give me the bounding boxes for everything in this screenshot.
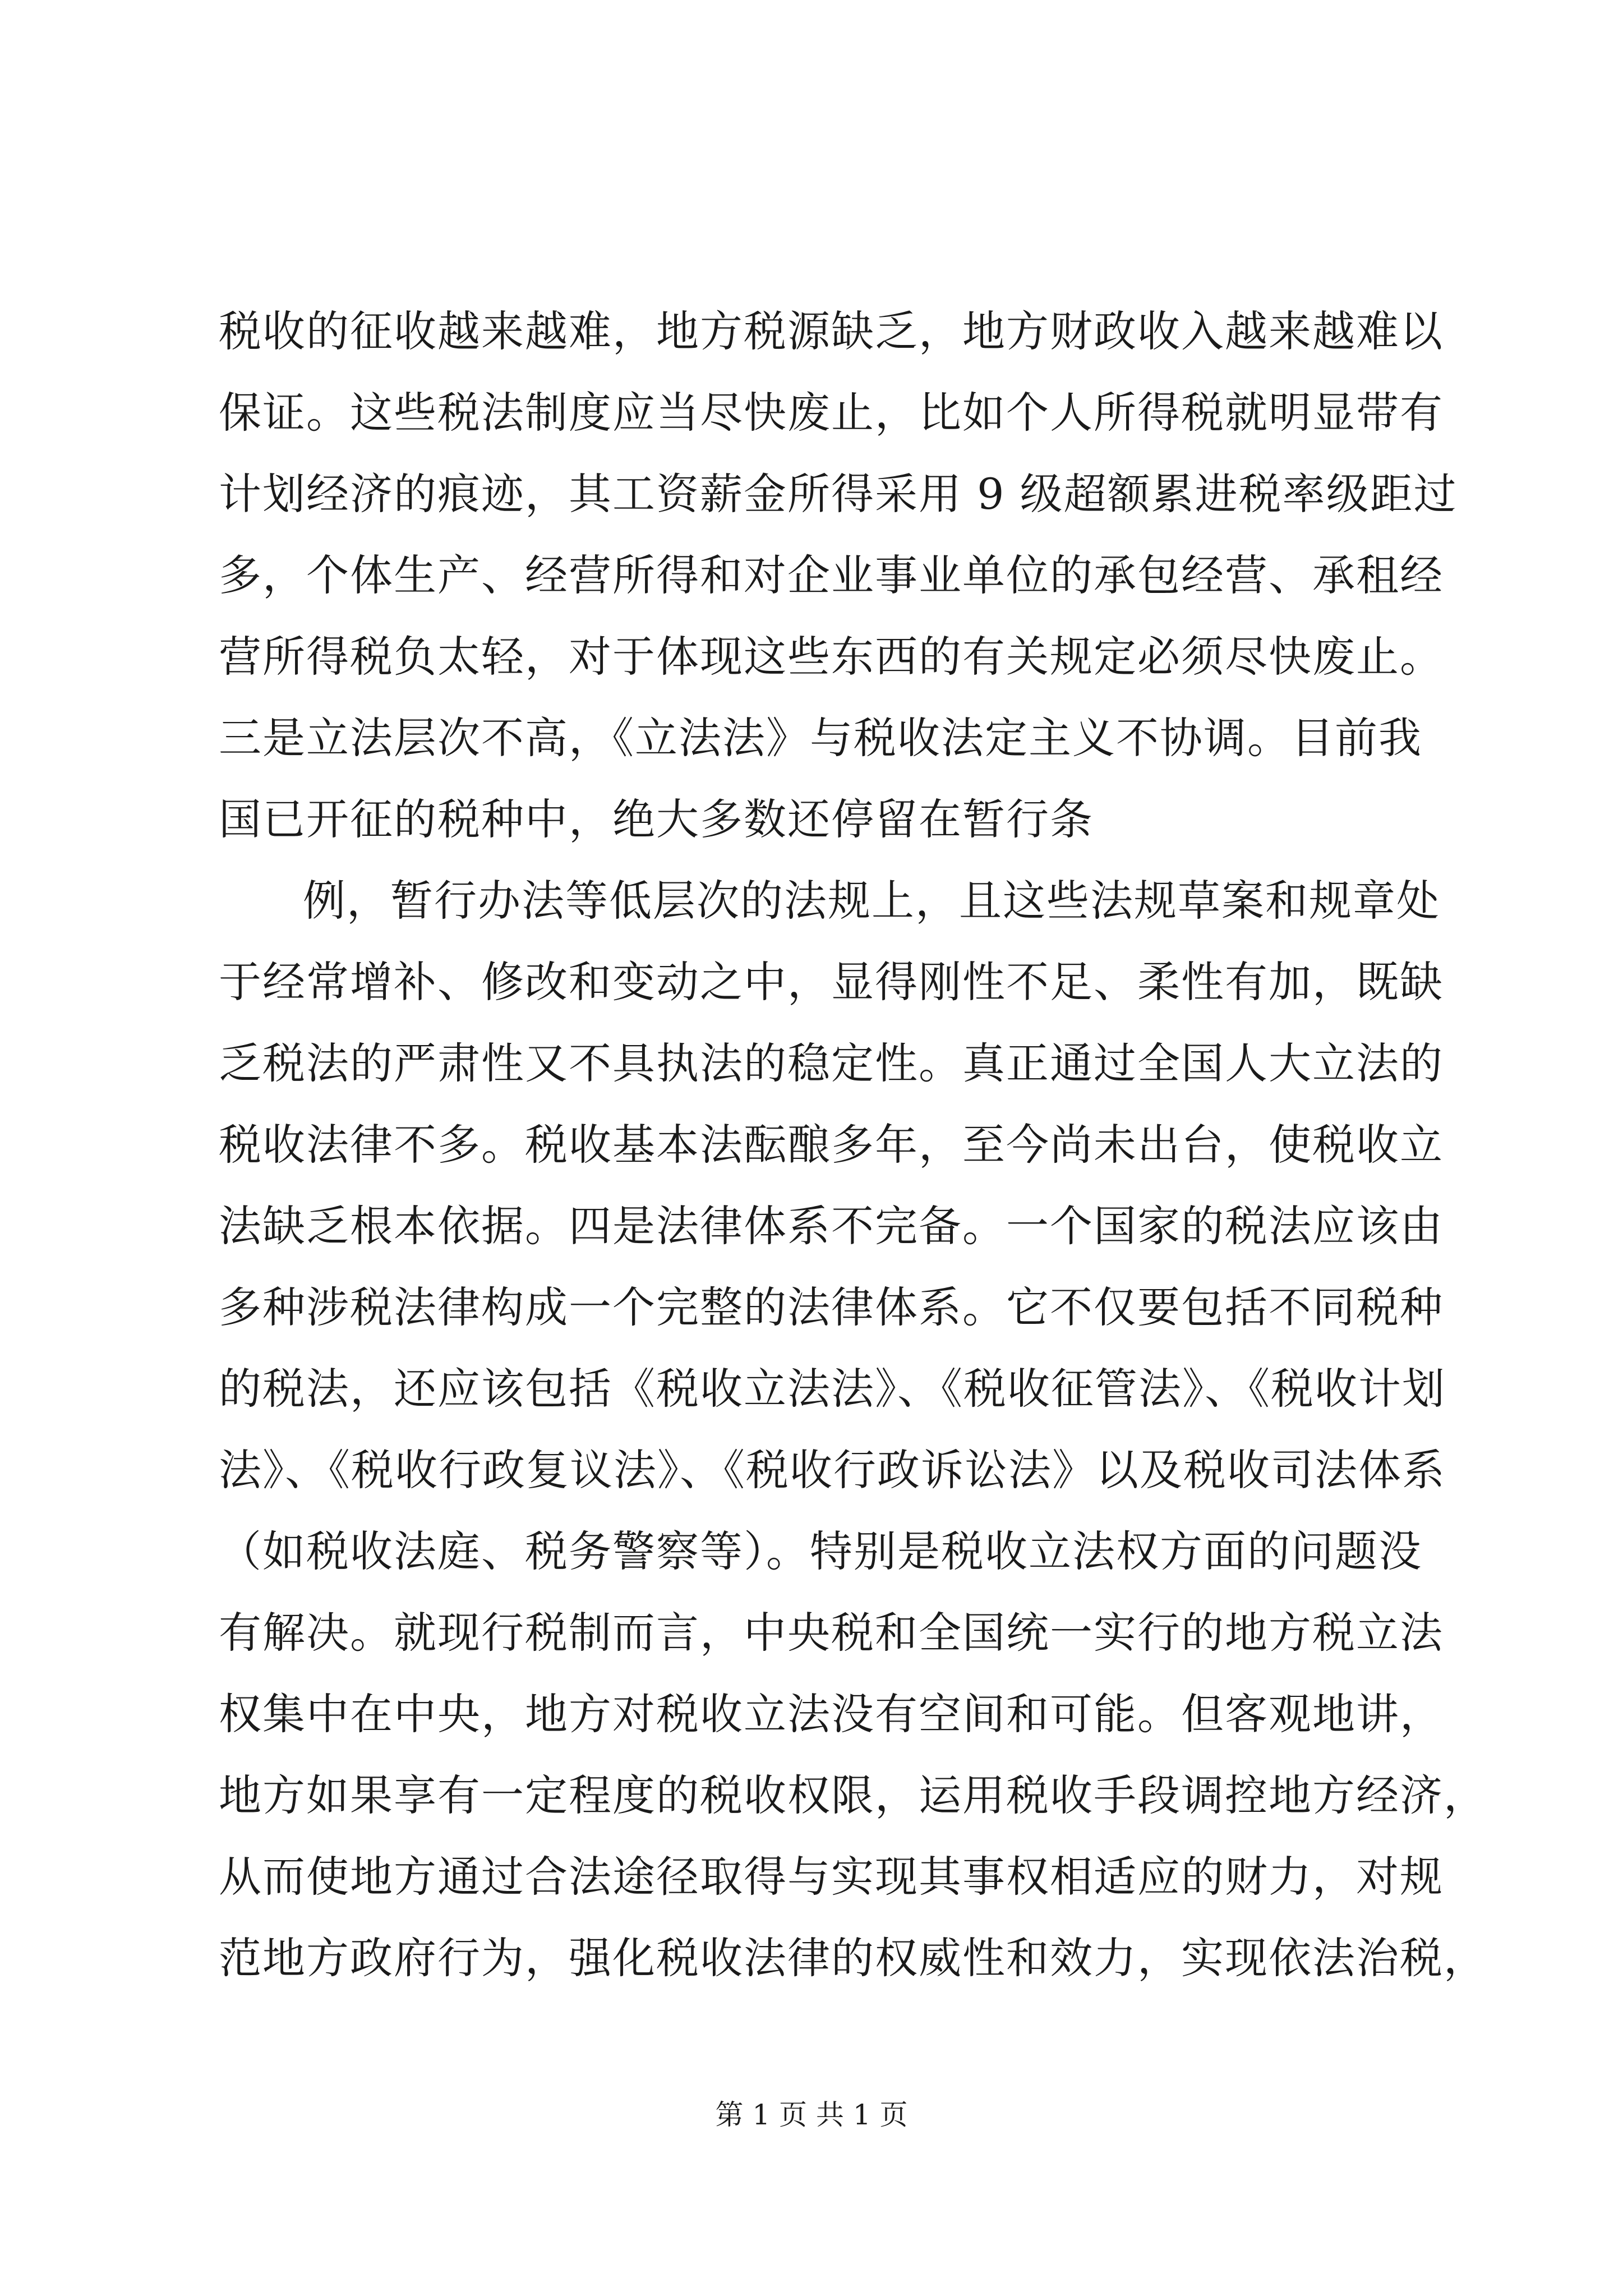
text-line: （如税收法庭、税务警察等）。特别是税收立法权方面的问题没 (219, 1526, 1422, 1576)
text-line: 国已开征的税种中，绝大多数还停留在暂行条 (219, 794, 1094, 844)
text-line: 多种涉税法律构成一个完整的法律体系。它不仅要包括不同税种 (219, 1282, 1444, 1332)
text-line: 乏税法的严肃性又不具执法的稳定性。真正通过全国人大立法的 (219, 1038, 1444, 1088)
text-line: 于经常增补、修改和变动之中，显得刚性不足、柔性有加，既缺 (219, 957, 1444, 1007)
text-line: 的税法，还应该包括《税收立法法》、《税收征管法》、《税收计划 (219, 1364, 1446, 1414)
text-line: 三是立法层次不高，《立法法》与税收法定主义不协调。目前我 (219, 713, 1422, 763)
text-line: 法》、《税收行政复议法》、《税收行政诉讼法》以及税收司法体系 (219, 1445, 1446, 1495)
text-line: 从而使地方通过合法途径取得与实现其事权相适应的财力，对规 (219, 1852, 1444, 1902)
text-line: 范地方政府行为，强化税收法律的权威性和效力，实现依法治税， (219, 1933, 1487, 1983)
text-line: 地方如果享有一定程度的税收权限，运用税收手段调控地方经济， (219, 1770, 1487, 1820)
text-line: 多，个体生产、经营所得和对企业事业单位的承包经营、承租经 (219, 550, 1444, 600)
text-line: 保证。这些税法制度应当尽快废止，比如个人所得税就明显带有 (219, 388, 1444, 438)
text-line: 法缺乏根本依据。四是法律体系不完备。一个国家的税法应该由 (219, 1201, 1444, 1251)
text-line: 税收的征收越来越难，地方税源缺乏，地方财政收入越来越难以 (219, 306, 1444, 356)
body-text (219, 291, 1487, 1999)
text-line: 计划经济的痕迹，其工资薪金所得采用 9 级超额累进税率级距过 (219, 469, 1458, 519)
text-line: 有解决。就现行税制而言，中央税和全国统一实行的地方税立法 (219, 1608, 1444, 1658)
text-line: 权集中在中央，地方对税收立法没有空间和可能。但客观地讲， (219, 1689, 1444, 1739)
text-line: 税收法律不多。税收基本法酝酿多年，至今尚未出台，使税收立 (219, 1120, 1444, 1170)
text-line: 营所得税负太轻，对于体现这些东西的有关规定必须尽快废止。 (219, 632, 1444, 682)
paragraph-first-line: 例，暂行办法等低层次的法规上，且这些法规草案和规章处 (303, 876, 1440, 926)
page-number-footer: 第 1 页 共 1 页 (715, 2099, 908, 2131)
